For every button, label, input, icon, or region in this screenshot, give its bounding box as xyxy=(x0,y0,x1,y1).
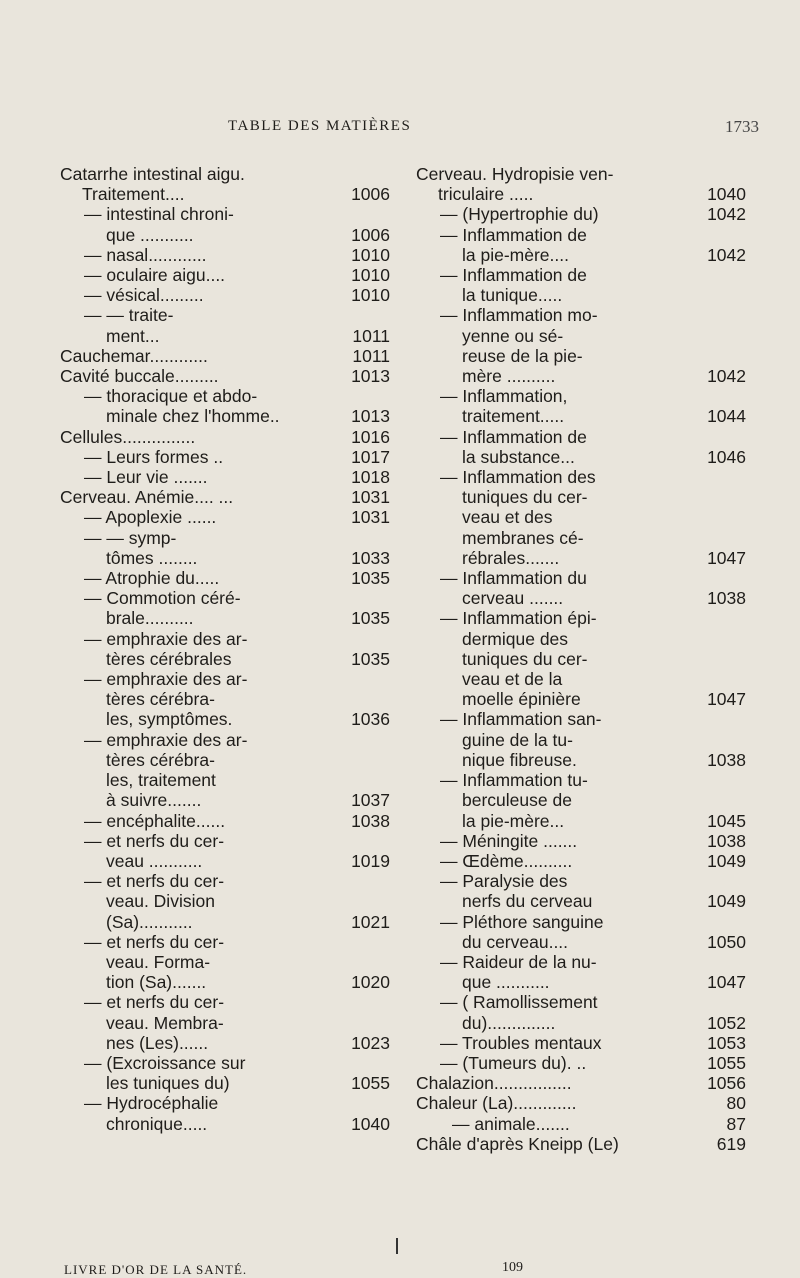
index-entry xyxy=(416,871,746,911)
index-entry xyxy=(416,1134,746,1154)
index-entry xyxy=(60,669,390,730)
index-entry xyxy=(60,629,390,669)
index-entry xyxy=(60,447,390,467)
entry-line: — Inflammation du xyxy=(440,568,587,589)
index-entry xyxy=(60,204,390,244)
index-entry xyxy=(416,1053,746,1073)
page-number: 1733 xyxy=(725,117,759,136)
entry-page-number: 1018 xyxy=(351,467,390,488)
index-entry xyxy=(60,588,390,628)
entry-page-number: 1010 xyxy=(351,265,390,286)
entry-line: Cauchemar............ xyxy=(60,345,208,366)
entry-line: — Raideur de la nu- xyxy=(440,951,597,972)
entry-page-number: 1047 xyxy=(707,972,746,993)
entry-page-number: 1035 xyxy=(351,608,390,629)
index-entry xyxy=(416,1033,746,1053)
index-entry xyxy=(416,831,746,851)
entry-page-number: 87 xyxy=(726,1113,746,1134)
entry-line: yenne ou sé- xyxy=(462,325,564,346)
entry-page-number: 1035 xyxy=(351,648,390,669)
index-entry xyxy=(416,992,746,1032)
entry-line: — Atrophie du..... xyxy=(84,568,220,589)
entry-line: — — symp- xyxy=(84,527,177,548)
entry-page-number: 1031 xyxy=(351,487,390,508)
entry-line: — thoracique et abdo- xyxy=(84,386,258,407)
entry-line: — vésical......... xyxy=(84,285,204,306)
index-entry xyxy=(60,487,390,507)
entry-line: — Commotion céré- xyxy=(84,588,241,609)
entry-line: veau et des xyxy=(462,507,553,528)
entry-page-number: 1052 xyxy=(707,1012,746,1033)
index-entry xyxy=(416,427,746,467)
entry-line: la pie-mère... xyxy=(462,810,565,831)
entry-line: tion (Sa)....... xyxy=(106,972,207,993)
entry-line: — (Hypertrophie du) xyxy=(440,204,599,225)
entry-page-number: 1047 xyxy=(707,689,746,710)
index-entry xyxy=(60,568,390,588)
entry-line: dermique des xyxy=(462,628,569,649)
entry-line: la tunique..... xyxy=(462,285,563,306)
entry-page-number: 1006 xyxy=(351,224,390,245)
entry-line: veau. Forma- xyxy=(106,951,211,972)
entry-line: brale.......... xyxy=(106,608,194,629)
entry-page-number: 1035 xyxy=(351,568,390,589)
index-entry xyxy=(416,952,746,992)
entry-line: nerfs du cerveau xyxy=(462,891,593,912)
entry-line: traitement..... xyxy=(462,406,565,427)
entry-page-number: 1038 xyxy=(351,810,390,831)
entry-line: — emphraxie des ar- xyxy=(84,628,248,649)
entry-page-number: 1013 xyxy=(351,406,390,427)
entry-line: tères cérébra- xyxy=(106,689,215,710)
entry-page-number: 80 xyxy=(726,1093,746,1114)
entry-line: les tuniques du) xyxy=(106,1073,230,1094)
entry-page-number: 1040 xyxy=(707,184,746,205)
entry-page-number: 1038 xyxy=(707,830,746,851)
entry-page-number: 1010 xyxy=(351,244,390,265)
entry-line: membranes cé- xyxy=(462,527,584,548)
entry-line: tères cérébrales xyxy=(106,648,232,669)
index-entry xyxy=(416,608,746,709)
entry-line: que ........... xyxy=(462,972,550,993)
running-title: TABLE DES MATIÈRES xyxy=(228,118,412,134)
entry-page-number: 1011 xyxy=(352,325,390,346)
index-entry xyxy=(60,528,390,568)
entry-line: Châle d'après Kneipp (Le) xyxy=(416,1133,619,1154)
entry-line: — Inflammation tu- xyxy=(440,770,588,791)
entry-line: veau. Division xyxy=(106,891,215,912)
entry-line: moelle épinière xyxy=(462,689,581,710)
entry-line: minale chez l'homme.. xyxy=(106,406,280,427)
index-entry xyxy=(416,1114,746,1134)
index-entry xyxy=(60,245,390,265)
entry-page-number: 1033 xyxy=(351,547,390,568)
entry-line: — Œdème.......... xyxy=(440,850,573,871)
entry-line: Cerveau. Anémie.... ... xyxy=(60,487,234,508)
entry-line: — (Excroissance sur xyxy=(84,1052,246,1073)
entry-line: les, symptômes. xyxy=(106,709,233,730)
entry-line: ment... xyxy=(106,325,160,346)
entry-page-number: 1038 xyxy=(707,588,746,609)
entry-page-number: 1047 xyxy=(707,547,746,568)
entry-line: — — traite- xyxy=(84,305,174,326)
entry-line: — nasal............ xyxy=(84,244,207,265)
entry-page-number: 1040 xyxy=(351,1113,390,1134)
entry-line: — Troubles mentaux xyxy=(440,1032,602,1053)
entry-page-number: 1016 xyxy=(351,426,390,447)
entry-line: Cavité buccale......... xyxy=(60,366,219,387)
index-entry xyxy=(416,386,746,426)
index-entry xyxy=(60,265,390,285)
index-column-left xyxy=(60,164,390,1134)
entry-line: — Leur vie ....... xyxy=(84,467,208,488)
entry-line: — Inflammation des xyxy=(440,467,596,488)
footer-signature: 109 xyxy=(502,1260,523,1275)
entry-page-number: 1010 xyxy=(351,285,390,306)
index-entry xyxy=(416,467,746,568)
entry-line: — Leurs formes .. xyxy=(84,446,224,467)
entry-page-number: 1045 xyxy=(707,810,746,831)
entry-page-number: 1055 xyxy=(707,1052,746,1073)
footer-book-title: LIVRE D'OR DE LA SANTÉ. xyxy=(64,1262,248,1277)
entry-page-number: 1023 xyxy=(351,1032,390,1053)
entry-line: — et nerfs du cer- xyxy=(84,871,225,892)
index-entry xyxy=(60,305,390,345)
index-entry xyxy=(60,164,390,204)
entry-page-number: 1013 xyxy=(351,366,390,387)
entry-line: — Hydrocéphalie xyxy=(84,1093,219,1114)
index-column-right xyxy=(416,164,746,1154)
entry-line: Cellules............... xyxy=(60,426,196,447)
entry-page-number: 1037 xyxy=(351,790,390,811)
entry-page-number: 1021 xyxy=(351,911,390,932)
entry-line: — Inflammation de xyxy=(440,426,587,447)
index-entry xyxy=(416,851,746,871)
index-entry xyxy=(416,912,746,952)
entry-line: tuniques du cer- xyxy=(462,487,588,508)
page-header xyxy=(0,118,800,142)
index-entry xyxy=(60,730,390,811)
entry-page-number: 1042 xyxy=(707,366,746,387)
entry-page-number: 1017 xyxy=(351,446,390,467)
index-entry xyxy=(60,992,390,1053)
entry-line: berculeuse de xyxy=(462,790,572,811)
entry-page-number: 1049 xyxy=(707,891,746,912)
index-entry xyxy=(60,507,390,527)
index-entry xyxy=(60,467,390,487)
index-entry xyxy=(416,204,746,224)
entry-line: — Inflammation de xyxy=(440,224,587,245)
index-entry xyxy=(60,1053,390,1093)
entry-line: — ( Ramollissement xyxy=(440,992,598,1013)
index-entry xyxy=(60,932,390,993)
entry-line: — Inflammation épi- xyxy=(440,608,597,629)
entry-line: veau. Membra- xyxy=(106,1012,224,1033)
index-entry xyxy=(416,568,746,608)
entry-line: guine de la tu- xyxy=(462,729,573,750)
entry-line: les, traitement xyxy=(106,770,216,791)
entry-page-number: 1049 xyxy=(707,850,746,871)
entry-line: que ........... xyxy=(106,224,194,245)
index-entry xyxy=(60,831,390,871)
index-entry xyxy=(60,427,390,447)
entry-page-number: 1055 xyxy=(351,1073,390,1094)
index-entry xyxy=(416,1073,746,1093)
entry-page-number: 1036 xyxy=(351,709,390,730)
entry-page-number: 1053 xyxy=(707,1032,746,1053)
entry-page-number: 1011 xyxy=(352,345,390,366)
entry-line: — et nerfs du cer- xyxy=(84,931,225,952)
index-entry xyxy=(416,265,746,305)
index-entry xyxy=(60,346,390,366)
entry-page-number: 1042 xyxy=(707,244,746,265)
entry-line: reuse de la pie- xyxy=(462,345,583,366)
entry-page-number: 1031 xyxy=(351,507,390,528)
entry-line: Chaleur (La)............. xyxy=(416,1093,577,1114)
entry-line: — et nerfs du cer- xyxy=(84,992,225,1013)
entry-line: — emphraxie des ar- xyxy=(84,669,248,690)
entry-line: rébrales....... xyxy=(462,547,560,568)
entry-line: cerveau ....... xyxy=(462,588,564,609)
entry-line: Catarrhe intestinal aigu. xyxy=(60,164,245,184)
entry-line: nes (Les)...... xyxy=(106,1032,209,1053)
entry-page-number: 1046 xyxy=(707,446,746,467)
index-entry xyxy=(60,811,390,831)
entry-line: — (Tumeurs du). .. xyxy=(440,1052,587,1073)
index-entry xyxy=(60,366,390,386)
index-entry xyxy=(416,305,746,386)
entry-page-number: 1050 xyxy=(707,931,746,952)
entry-line: — Inflammation mo- xyxy=(440,305,598,326)
entry-line: veau ........... xyxy=(106,850,203,871)
entry-page-number: 1038 xyxy=(707,749,746,770)
entry-line: Cerveau. Hydropisie ven- xyxy=(416,164,614,184)
index-entry xyxy=(416,225,746,265)
index-entry xyxy=(60,285,390,305)
entry-line: veau et de la xyxy=(462,669,563,690)
entry-line: du cerveau.... xyxy=(462,931,569,952)
index-entry xyxy=(60,871,390,932)
entry-line: — Méningite ....... xyxy=(440,830,578,851)
entry-line: — intestinal chroni- xyxy=(84,204,234,225)
entry-line: — Inflammation san- xyxy=(440,709,602,730)
index-entry xyxy=(416,164,746,204)
entry-line: (Sa)........... xyxy=(106,911,193,932)
entry-line: — emphraxie des ar- xyxy=(84,729,248,750)
entry-line: tômes ........ xyxy=(106,547,198,568)
entry-line: — animale....... xyxy=(452,1113,570,1134)
entry-line: — Paralysie des xyxy=(440,871,568,892)
entry-line: — encéphalite...... xyxy=(84,810,226,831)
entry-page-number: 619 xyxy=(716,1133,746,1154)
entry-line: à suivre....... xyxy=(106,790,202,811)
entry-line: — Inflammation, xyxy=(440,386,568,407)
entry-line: tères cérébra- xyxy=(106,749,215,770)
entry-line: Chalazion................ xyxy=(416,1073,572,1094)
entry-line: Traitement.... xyxy=(82,184,185,205)
index-entry xyxy=(60,1093,390,1133)
entry-line: — et nerfs du cer- xyxy=(84,830,225,851)
column-bracket xyxy=(396,1238,398,1254)
index-entry xyxy=(416,709,746,770)
index-entry xyxy=(60,386,390,426)
entry-line: tuniques du cer- xyxy=(462,648,588,669)
entry-page-number: 1056 xyxy=(707,1073,746,1094)
entry-line: nique fibreuse. xyxy=(462,749,577,770)
entry-page-number: 1042 xyxy=(707,204,746,225)
entry-line: chronique..... xyxy=(106,1113,208,1134)
entry-page-number: 1020 xyxy=(351,972,390,993)
entry-line: triculaire ..... xyxy=(438,184,534,205)
index-entry xyxy=(416,770,746,831)
entry-line: — Pléthore sanguine xyxy=(440,911,604,932)
entry-line: du).............. xyxy=(462,1012,556,1033)
entry-page-number: 1006 xyxy=(351,184,390,205)
entry-line: — Apoplexie ...... xyxy=(84,507,217,528)
entry-line: — Inflammation de xyxy=(440,265,587,286)
entry-line: la pie-mère.... xyxy=(462,244,569,265)
entry-page-number: 1044 xyxy=(707,406,746,427)
entry-page-number: 1019 xyxy=(351,850,390,871)
entry-line: la substance... xyxy=(462,446,575,467)
index-entry xyxy=(416,1093,746,1113)
entry-line: — oculaire aigu.... xyxy=(84,265,226,286)
entry-line: mère .......... xyxy=(462,366,556,387)
